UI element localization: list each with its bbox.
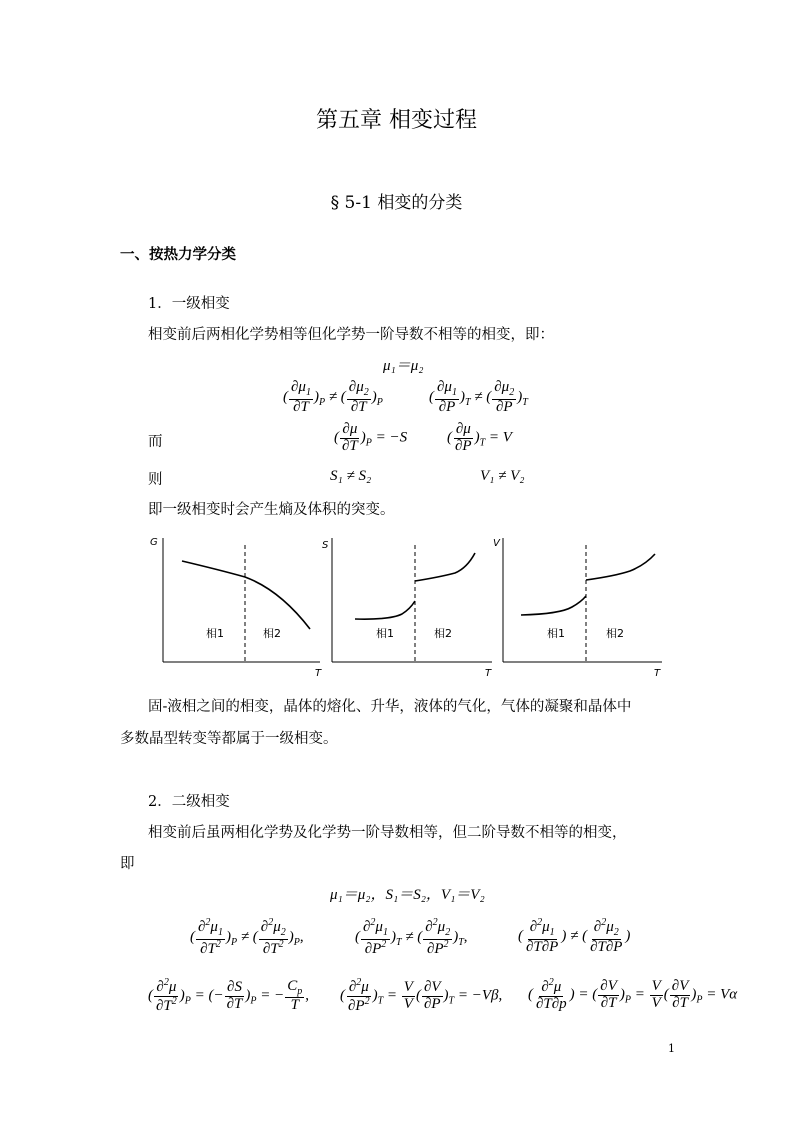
equation-d2mu-dP2-inequality: ( $\frac{\partial^2\mu_1}{\partial P^2}$ )$_T$ ≠ ( $\frac{\partial^2\mu_2}{\partial P^2}$ )$_T$, (355, 917, 468, 957)
equation-expansion: ( $\frac{\partial^2\mu}{\partial T\partial p}$ ) = ( $\frac{\partial V}{\partial T}$ )$_P$ = $\frac{V}{V}$ ( $\frac{\partial V}{\partial T}$ )$_P = V\alpha$ (528, 977, 738, 1012)
equation-compressibility: ( $\frac{\partial^2\mu}{\partial P^2}$ )$_T$ = $\frac{V}{V}$ ( $\frac{\partial V}{\partial P}$ )$_T = -V\beta$, (340, 977, 503, 1014)
graph-V-curve-phase1 (521, 596, 586, 615)
equation-heat-capacity: ( $\frac{\partial^2\mu}{\partial T^2}$ )$_P$ = (− $\frac{\partial S}{\partial T}$ )$_P$ = − $\frac{C_p}{T}$ , (148, 977, 310, 1014)
graph-S-xlabel: T (485, 668, 492, 679)
subsection-1-conclusion: 即一级相变时会产生熵及体积的突变。 (148, 502, 395, 518)
section-title: § 5-1 相变的分类 (330, 193, 463, 213)
examples-line-1: 固-液相之间的相变，晶体的熔化、升华，液体的气化，气体的凝聚和晶体中 (148, 699, 632, 715)
graph-G-xlabel: T (315, 668, 322, 679)
relation-V: V₁ ≠ V₂ (480, 468, 525, 484)
graph-S-curve-phase2 (415, 553, 475, 581)
graph-V-curve-phase2 (586, 554, 655, 580)
subsection-1-desc: 相变前后两相化学势相等但化学势一阶导数不相等的相变，即： (148, 327, 554, 343)
page-number: 1 (668, 1042, 675, 1055)
graph-S (322, 538, 492, 679)
subsection-1-title: 1．一级相变 (148, 296, 230, 312)
graph-S-phase1: 相1 (376, 627, 394, 640)
graph-G-phase1: 相1 (206, 627, 224, 640)
subsection-2-desc-line-2: 即 (120, 856, 135, 872)
graph-S-phase2: 相2 (434, 627, 452, 640)
graph-G-ylabel: G (150, 537, 158, 548)
equation-dmu-dP-V: ( $\frac{\partial\mu}{\partial P}$ )$_T = V$ (447, 421, 512, 454)
graph-V-phase1: 相1 (547, 627, 565, 640)
graph-V-ylabel: V (493, 538, 500, 549)
chapter-title: 第五章 相变过程 (316, 108, 477, 133)
examples-line-2: 多数晶型转变等都属于一级相变。 (120, 731, 338, 747)
graph-S-curve-phase1 (355, 601, 415, 619)
graph-V-xlabel: T (654, 668, 661, 679)
equation-second-order-equalities: μ₁＝μ₂，S₁＝S₂，V₁＝V₂ (330, 887, 485, 903)
graph-G-curve (182, 561, 310, 629)
equation-mu-equal: μ₁＝μ₂ (383, 358, 424, 374)
label-ze: 则 (148, 472, 163, 488)
equation-d2mu-dTdP-inequality: ( $\frac{\partial^2\mu_1}{\partial T\partial P}$ ) ≠ ( $\frac{\partial^2\mu_2}{\partial T\partial P}$ ) (518, 917, 631, 955)
heading: 一、按热力学分类 (120, 247, 236, 263)
graph-G (150, 537, 322, 679)
label-er: 而 (148, 434, 163, 450)
first-order-phase-graphs (140, 530, 670, 680)
equation-dmu-dT-inequality: ( $\frac{\partial\mu_1}{\partial T}$ )$_P$ ≠ ( $\frac{\partial\mu_2}{\partial T}$ )$_P$ (283, 379, 383, 415)
graph-V (493, 538, 662, 679)
graph-S-ylabel: S (322, 540, 329, 551)
graph-V-phase2: 相2 (606, 627, 624, 640)
subsection-2-title: 2．二级相变 (148, 794, 230, 810)
graph-G-phase2: 相2 (263, 627, 281, 640)
equation-dmu-dT-S: ( $\frac{\partial\mu}{\partial T}$ )$_P = -S$ (334, 421, 408, 454)
equation-d2mu-dT2-inequality: ( $\frac{\partial^2\mu_1}{\partial T^2}$ )$_P$ ≠ ( $\frac{\partial^2\mu_2}{\partial T^2}$ )$_P$, (190, 917, 304, 957)
relation-S: S₁ ≠ S₂ (330, 468, 372, 484)
equation-dmu-dP-inequality: ( $\frac{\partial\mu_1}{\partial P}$ )$_T$ ≠ ( $\frac{\partial\mu_2}{\partial P}$ )$_T$ (429, 379, 528, 415)
subsection-2-desc-line-1: 相变前后虽两相化学势及化学势一阶导数相等，但二阶导数不相等的相变， (148, 825, 627, 841)
